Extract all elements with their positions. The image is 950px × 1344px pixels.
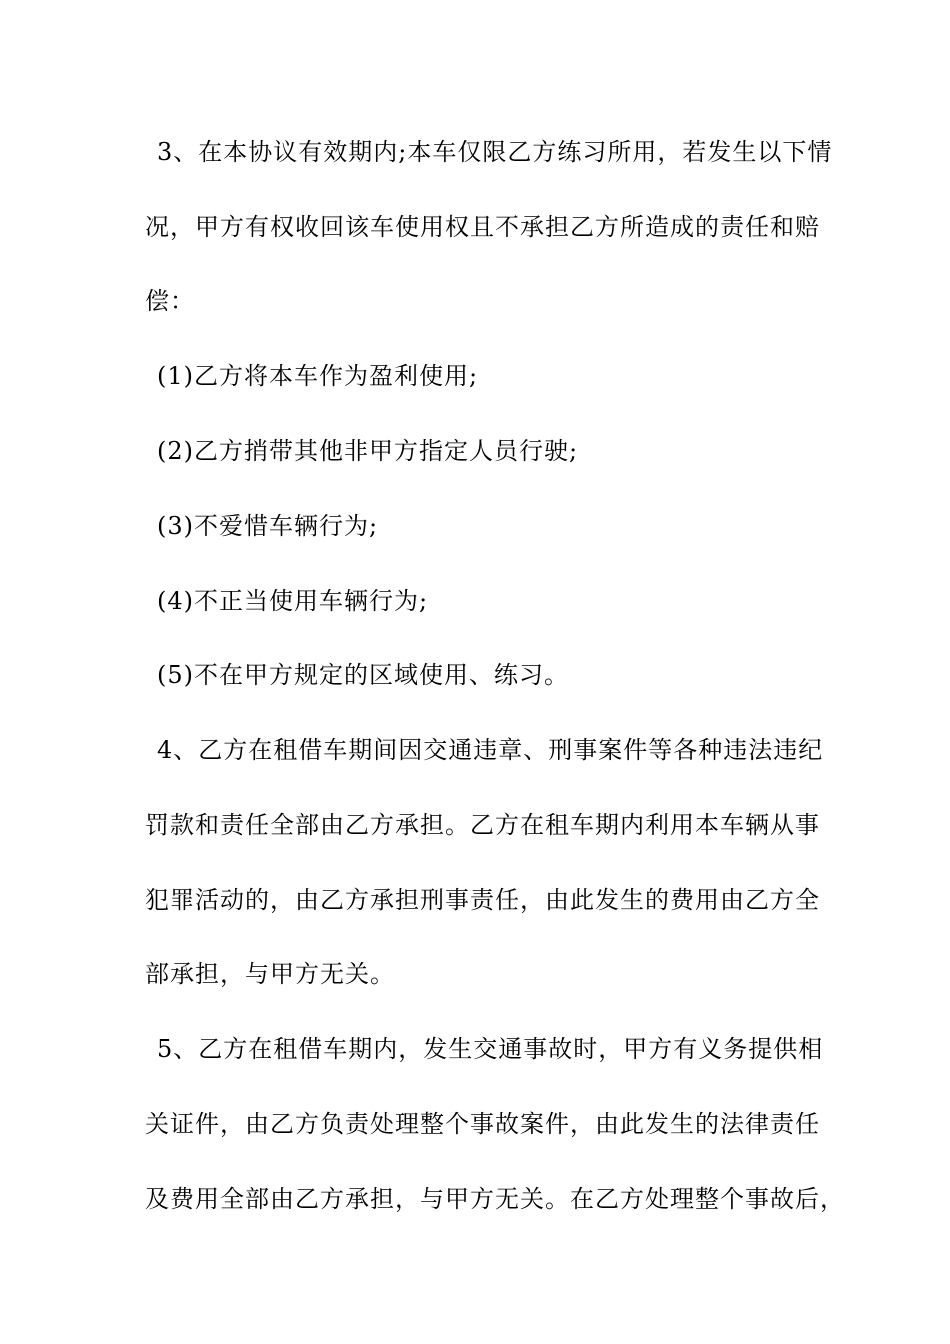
clause-4-line-3: 犯罪活动的，由乙方承担刑事责任，由此发生的费用由乙方全: [145, 886, 820, 914]
clause-3-line-2: 况，甲方有权收回该车使用权且不承担乙方所造成的责任和赔: [145, 213, 820, 241]
clause-5-line-3: 及费用全部由乙方承担，与甲方无关。在乙方处理整个事故后，: [145, 1185, 845, 1213]
clause-3-line-3: 偿：: [145, 287, 195, 315]
clause-5-line-1: 5、乙方在租借车期内，发生交通事故时，甲方有义务提供相: [157, 1035, 824, 1063]
clause-3-item-2: (2)乙方捎带其他非甲方指定人员行驶;: [157, 437, 579, 465]
clause-4-line-2: 罚款和责任全部由乙方承担。乙方在租车期内利用本车辆从事: [145, 811, 820, 839]
clause-4-line-1: 4、乙方在租借车期间因交通违章、刑事案件等各种违法违纪: [157, 736, 824, 764]
clause-3-item-4: (4)不正当使用车辆行为;: [157, 587, 429, 615]
clause-4-line-4: 部承担，与甲方无关。: [145, 960, 395, 988]
clause-3-item-3: (3)不爱惜车辆行为;: [157, 512, 379, 540]
clause-3-item-5: (5)不在甲方规定的区域使用、练习。: [157, 661, 569, 689]
clause-3-line-1: 3、在本协议有效期内;本车仅限乙方练习所用，若发生以下情: [157, 138, 833, 166]
clause-3-item-1: (1)乙方将本车作为盈利使用;: [157, 362, 479, 390]
clause-5-line-2: 关证件，由乙方负责处理整个事故案件，由此发生的法律责任: [145, 1110, 820, 1138]
